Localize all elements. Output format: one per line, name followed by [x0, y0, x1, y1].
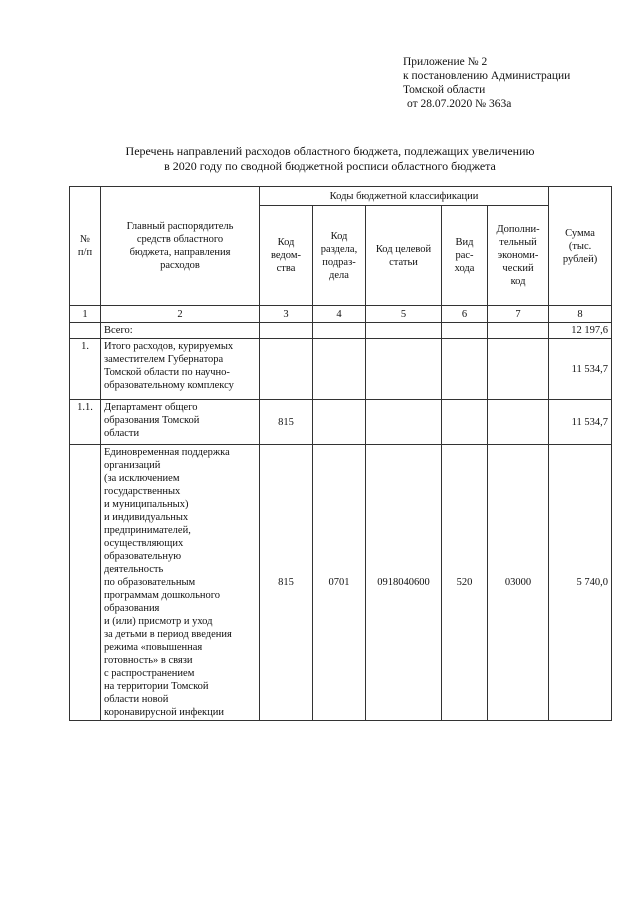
- row-dept-code: [260, 323, 313, 339]
- header-row-top: [70, 187, 612, 206]
- row-target-code: [366, 400, 442, 445]
- row-name: Всего:: [101, 323, 260, 339]
- column-number: 4: [313, 306, 366, 323]
- appendix-note: [403, 55, 628, 111]
- row-target-code: 0918040600: [366, 445, 442, 721]
- row-dept-code: 815: [260, 445, 313, 721]
- row-section-code: 0701: [313, 445, 366, 721]
- row-expense-type: 520: [442, 445, 488, 721]
- header-extra-code: Дополни- тельный экономи- ческий код: [488, 206, 549, 306]
- row-extra-code: 03000: [488, 445, 549, 721]
- title-line-1: Перечень направлений расходов областного бюджета, подлежащих увеличению: [125, 144, 535, 158]
- header-sum: Сумма (тыс. рублей): [549, 187, 612, 306]
- row-name: Единовременная поддержка организаций (за исключением государственных и муниципальных) и индивидуальных предпринимателей, осуществляющих образовательную деятельность по образовательным программам дошкольного образования и (или) присмотр и уход за детьми в период введения режима «повышенная готовность» в связи с распространением на территории Томской области новой коронавирусной инфекции: [101, 445, 260, 721]
- column-number: 7: [488, 306, 549, 323]
- table-row-department: [70, 400, 612, 445]
- column-number: 2: [101, 306, 260, 323]
- table-row-subtotal: [70, 339, 612, 400]
- header-num: № п/п: [70, 187, 101, 306]
- row-num: [70, 445, 101, 721]
- row-sum: 12 197,6: [549, 323, 612, 339]
- column-numbers-row: [70, 306, 612, 323]
- header-expense-type: Вид рас- хода: [442, 206, 488, 306]
- row-section-code: [313, 323, 366, 339]
- row-expense-type: [442, 323, 488, 339]
- column-number: 6: [442, 306, 488, 323]
- row-extra-code: [488, 323, 549, 339]
- column-number: 3: [260, 306, 313, 323]
- row-sum: 5 740,0: [549, 445, 612, 721]
- row-dept-code: 815: [260, 400, 313, 445]
- row-target-code: [366, 339, 442, 400]
- row-target-code: [366, 323, 442, 339]
- row-sum: 11 534,7: [549, 339, 612, 400]
- row-extra-code: [488, 400, 549, 445]
- column-number: 8: [549, 306, 612, 323]
- row-num: 1.1.: [70, 400, 101, 445]
- title-line-2: в 2020 году по сводной бюджетной росписи областного бюджета: [164, 159, 496, 173]
- row-sum: 11 534,7: [549, 400, 612, 445]
- table-row-expense: [70, 445, 612, 721]
- header-manager: Главный распорядитель средств областного бюджета, направления расходов: [101, 187, 260, 306]
- appendix-line-4: от 28.07.2020 № 363а: [407, 98, 512, 110]
- row-section-code: [313, 400, 366, 445]
- row-name: Департамент общего образования Томской области: [101, 400, 260, 445]
- row-expense-type: [442, 339, 488, 400]
- header-target-code: Код целевой статьи: [366, 206, 442, 306]
- table-row-total: [70, 323, 612, 339]
- row-expense-type: [442, 400, 488, 445]
- appendix-line-1: Приложение № 2: [403, 56, 488, 68]
- header-codes-group: Коды бюджетной классификации: [260, 187, 549, 206]
- appendix-line-3: Томской области: [403, 84, 486, 96]
- header-dept-code: Код ведом- ства: [260, 206, 313, 306]
- row-extra-code: [488, 339, 549, 400]
- row-num: [70, 323, 101, 339]
- row-num: 1.: [70, 339, 101, 400]
- column-number: 5: [366, 306, 442, 323]
- row-section-code: [313, 339, 366, 400]
- column-number: 1: [70, 306, 101, 323]
- budget-table: [69, 186, 612, 721]
- appendix-line-2: к постановлению Администрации: [403, 70, 571, 82]
- row-dept-code: [260, 339, 313, 400]
- row-name: Итого расходов, курируемых заместителем Губернатора Томской области по научно- образовательному комплексу: [101, 339, 260, 400]
- header-section-code: Код раздела, подраз- дела: [313, 206, 366, 306]
- document-title: [60, 144, 600, 174]
